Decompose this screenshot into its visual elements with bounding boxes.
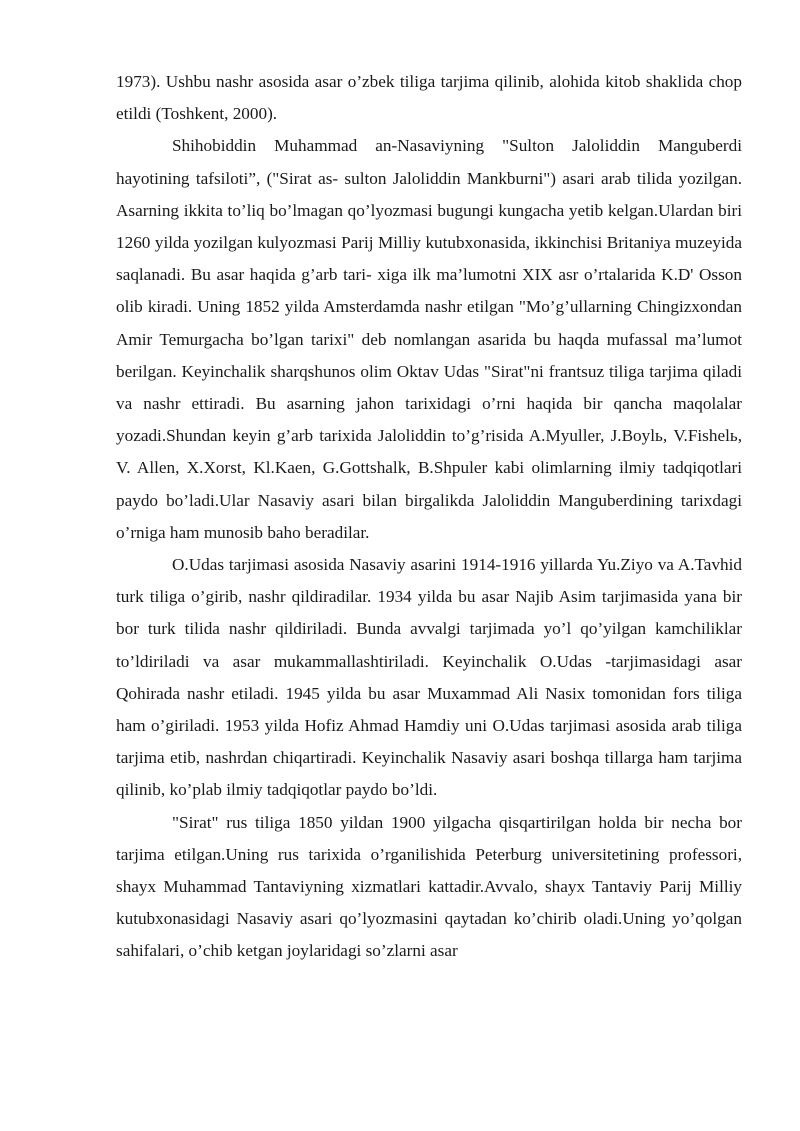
paragraph-4: "Sirat" rus tiliga 1850 yildan 1900 yilgacha qisqartirilgan holda bir necha bor tarjima etilgan.Uning rus tarixida o’rganilishida Peterburg universitetining professori, shayx Muhammad Tantaviyning xizmatlari kattadir.Avvalo, shayx Tantaviy Parij Milliy kutubxonasidagi Nasaviy asari qo’lyozmasini qaytadan ko’chirib oladi.Uning yo’qolgan sahifalari, o’chib ketgan joylaridagi so’zlarni asar — [116, 812, 742, 961]
paragraph-1: 1973). Ushbu nashr asosida asar o’zbek tiliga tarjima qilinib, alohida kitob shaklida chop etildi (Toshkent, 2000). — [116, 72, 742, 124]
paragraph-2: Shihobiddin Muhammad an-Nasaviyning "Sulton Jaloliddin Manguberdi hayotining tafsiloti”, ("Sirat as- sulton Jaloliddin Mankburni") asari arab tilida yozilgan. Asarning ikkita to’liq bo’lmagan qo’lyozmasi bugungi kungacha yetib kelgan.Ulardan biri 1260 yilda yozilgan kulyozmasi Parij Milliy kutubxonasida, ikkinchisi Britaniya muzeyida saqlanadi. Bu asar haqida g’arb tari- xiga ilk ma’lumotni XIX asr o’rtalarida K.D' Osson olib kiradi. Uning 1852 yilda Amsterdamda nashr etilgan "Mo’g’ullarning Chingizxondan Amir Temurgacha bo’lgan tarixi" deb nomlangan asarida bu haqda mufassal ma’lumot berilgan. Keyinchalik sharqshunos olim Oktav Udas "Sirat"ni frantsuz tiliga tarjima qiladi va nashr ettiradi. Bu asarning jahon tarixidagi o’rni haqida bir qancha maqolalar yozadi.Shundan keyin g’arb tarixida Jaloliddin to’g’risida A.Myuller, J.Boylь, V.Fishelь, V. Allen, X.Xorst, Kl.Kaen, G.Gottshalk, B.Shpuler kabi olimlarning ilmiy tadqiqotlari paydo bo’ladi.Ular Nasaviy asari bilan birgalikda Jaloliddin Manguberdining tarixdagi o’rniga ham munosib baho beradilar. — [116, 136, 742, 542]
document-body — [116, 66, 742, 968]
paragraph-3: O.Udas tarjimasi asosida Nasaviy asarini 1914-1916 yillarda Yu.Ziyo va A.Tavhid turk tiliga o’girib, nashr qildiradilar. 1934 yilda bu asar Najib Asim tarjimasida yana bir bor turk tilida nashr qildiriladi. Bunda avvalgi tarjimada yo’l qo’yilgan kamchiliklar to’ldiriladi va asar mukammallashtiriladi. Keyinchalik O.Udas -tarjimasidagi asar Qohirada nashr etiladi. 1945 yilda bu asar Muxammad Ali Nasix tomonidan fors tiliga ham o’giriladi. 1953 yilda Hofiz Ahmad Hamdiy uni O.Udas tarjimasi asosida arab tiliga tarjima etib, nashrdan chiqartiradi. Keyinchalik Nasaviy asari boshqa tillarga ham tarjima qilinib, ko’plab ilmiy tadqiqotlar paydo bo’ldi. — [116, 555, 742, 800]
